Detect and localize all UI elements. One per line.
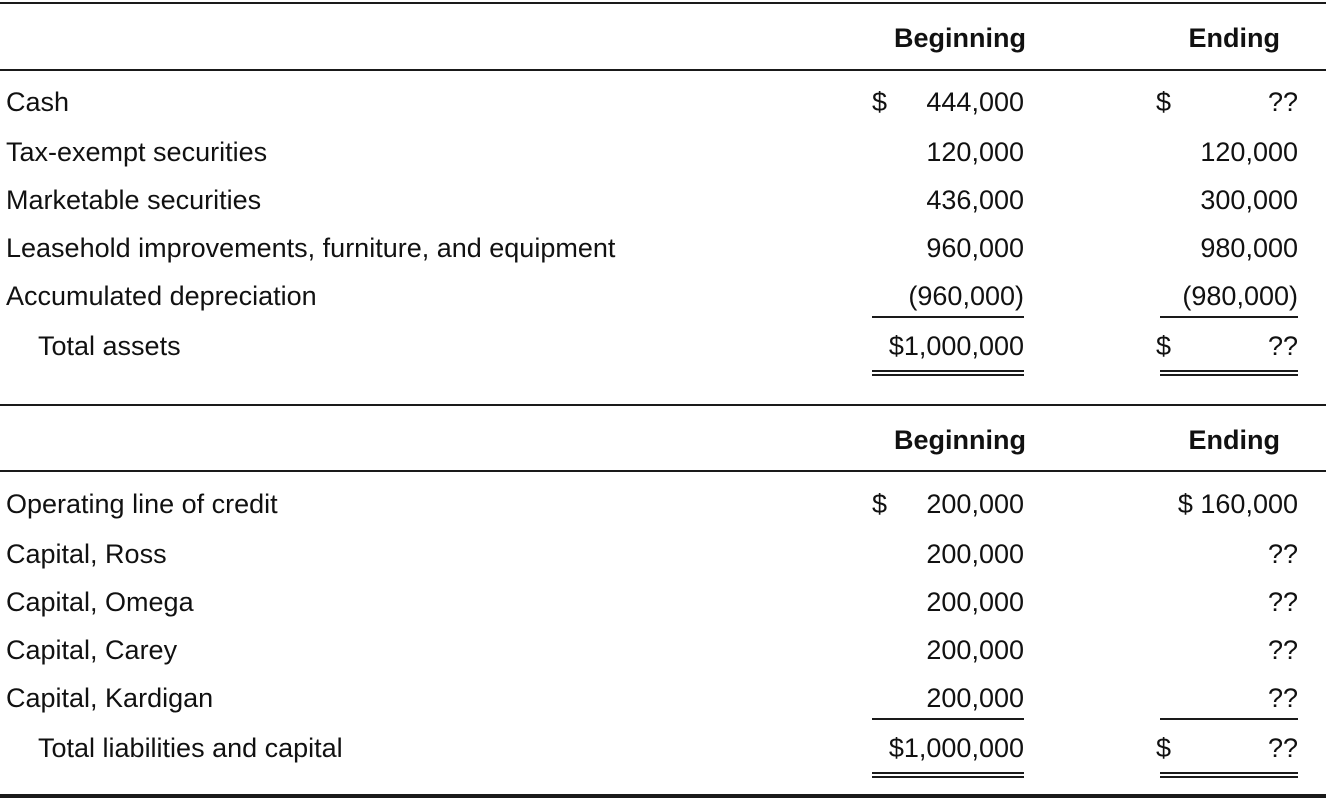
assets-header-row xyxy=(0,14,1326,62)
total-row xyxy=(0,322,1326,370)
row-label: Leasehold improvements, furniture, and equipment xyxy=(6,233,616,263)
bottom-rule xyxy=(0,794,1326,798)
row-label: Cash xyxy=(6,87,70,117)
table-row xyxy=(0,578,1326,626)
total-double-underline xyxy=(872,772,1024,778)
section-rule xyxy=(0,404,1326,406)
currency-sign: $ xyxy=(872,489,888,519)
ending-value: $ 160,000 xyxy=(1177,489,1298,519)
currency-sign: $ xyxy=(1156,331,1172,361)
subtotal-underline xyxy=(872,316,1024,318)
total-double-underline xyxy=(1160,772,1298,778)
subtotal-underline xyxy=(1160,718,1298,720)
currency-sign: $ xyxy=(1156,733,1172,763)
ending-value: (980,000) xyxy=(1182,281,1298,311)
currency-sign: $ xyxy=(1156,87,1172,117)
table-row xyxy=(0,674,1326,722)
liabilities-header-beginning: Beginning xyxy=(894,425,1026,455)
liabilities-header-ending: Ending xyxy=(1188,425,1280,455)
total-double-underline xyxy=(872,370,1024,376)
row-label: Marketable securities xyxy=(6,185,262,215)
table-row xyxy=(0,224,1326,272)
beginning-value: 200,000 xyxy=(926,587,1024,617)
subtotal-underline xyxy=(872,718,1024,720)
beginning-value: $1,000,000 xyxy=(888,733,1024,763)
table-row xyxy=(0,272,1326,320)
table-row xyxy=(0,128,1326,176)
liabilities-header-row xyxy=(0,416,1326,464)
total-double-underline xyxy=(1160,370,1298,376)
table-row xyxy=(0,78,1326,126)
ending-value: 120,000 xyxy=(1200,137,1298,167)
beginning-value: 200,000 xyxy=(926,683,1024,713)
row-label: Total assets xyxy=(38,331,181,361)
beginning-value: $1,000,000 xyxy=(888,331,1024,361)
ending-value: ?? xyxy=(1267,87,1298,117)
subtotal-underline xyxy=(1160,316,1298,318)
liabilities-header-rule xyxy=(0,470,1326,472)
top-rule xyxy=(0,2,1326,4)
ending-value: ?? xyxy=(1267,683,1298,713)
row-label: Capital, Omega xyxy=(6,587,194,617)
assets-header-rule xyxy=(0,69,1326,71)
table-row xyxy=(0,530,1326,578)
beginning-value: 200,000 xyxy=(926,635,1024,665)
ending-value: 980,000 xyxy=(1200,233,1298,263)
beginning-value: 960,000 xyxy=(926,233,1024,263)
beginning-value: 436,000 xyxy=(926,185,1024,215)
beginning-value: (960,000) xyxy=(908,281,1024,311)
beginning-value: 200,000 xyxy=(926,489,1024,519)
beginning-value: 444,000 xyxy=(926,87,1024,117)
row-label: Tax-exempt securities xyxy=(6,137,268,167)
ending-value: ?? xyxy=(1267,539,1298,569)
ending-value: ?? xyxy=(1267,587,1298,617)
beginning-value: 120,000 xyxy=(926,137,1024,167)
assets-header-ending: Ending xyxy=(1188,23,1280,53)
beginning-value: 200,000 xyxy=(926,539,1024,569)
ending-value: 300,000 xyxy=(1200,185,1298,215)
row-label: Capital, Ross xyxy=(6,539,167,569)
row-label: Capital, Kardigan xyxy=(6,683,214,713)
row-label: Total liabilities and capital xyxy=(38,733,343,763)
row-label: Capital, Carey xyxy=(6,635,178,665)
ending-value: ?? xyxy=(1267,331,1298,361)
table-row xyxy=(0,176,1326,224)
ending-value: ?? xyxy=(1267,733,1298,763)
row-label: Accumulated depreciation xyxy=(6,281,317,311)
ending-value: ?? xyxy=(1267,635,1298,665)
currency-sign: $ xyxy=(872,87,888,117)
assets-header-beginning: Beginning xyxy=(894,23,1026,53)
table-row xyxy=(0,626,1326,674)
table-row xyxy=(0,480,1326,528)
total-row xyxy=(0,724,1326,772)
row-label: Operating line of credit xyxy=(6,489,278,519)
